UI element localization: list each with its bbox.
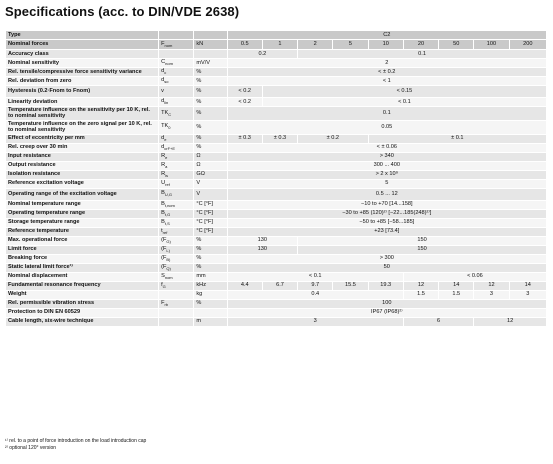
- footnote-1: ¹⁾ rel. to a point of force introduction on the load introduction cap: [5, 438, 147, 444]
- spec-row: [6, 272, 547, 281]
- page-title: Specifications (acc. to DIN/VDE 2638): [5, 4, 240, 19]
- row-unit: %: [194, 98, 227, 107]
- symbol-text: d: [161, 143, 165, 150]
- row-unit: V: [194, 179, 227, 188]
- row-value: 12: [403, 281, 438, 290]
- row-label: Nominal sensitivity: [6, 59, 159, 68]
- force-value: 5: [333, 40, 368, 50]
- row-symbol: [159, 77, 194, 86]
- row-symbol: [159, 179, 194, 188]
- row-label: Accuracy class: [6, 50, 159, 59]
- spec-row: [6, 317, 547, 326]
- force-value: 20: [403, 40, 438, 50]
- row-value: < 1: [227, 77, 546, 86]
- row-symbol: [159, 227, 194, 236]
- row-unit: GΩ: [194, 170, 227, 179]
- symbol-sub: ref: [162, 229, 168, 235]
- spec-row: [6, 245, 547, 254]
- symbol-text: B: [161, 218, 165, 225]
- spec-row: [6, 218, 547, 227]
- spec-row: [6, 152, 547, 161]
- row-unit: %: [194, 86, 227, 98]
- spec-row: [6, 134, 547, 143]
- row-label: Operating temperature range: [6, 209, 159, 218]
- row-symbol: [159, 86, 194, 98]
- type-unit: [194, 31, 227, 40]
- row-unit: °C [°F]: [194, 209, 227, 218]
- spec-row: [6, 209, 547, 218]
- spec-row: [6, 200, 547, 209]
- symbol-text: B: [161, 190, 165, 197]
- row-symbol: [159, 143, 194, 152]
- row-value: 5: [227, 179, 546, 188]
- type-sym: [159, 31, 194, 40]
- spec-table: [5, 30, 547, 327]
- row-value: > 340: [227, 152, 546, 161]
- type-row: [6, 31, 547, 40]
- row-value: 4.4: [227, 281, 262, 290]
- row-value: 12: [474, 317, 547, 326]
- spec-row: [6, 308, 547, 317]
- row-unit: %: [194, 77, 227, 86]
- force-value: 50: [439, 40, 474, 50]
- spec-row: [6, 179, 547, 188]
- row-unit: kHz: [194, 281, 227, 290]
- symbol-text: (F: [161, 236, 167, 243]
- row-symbol: [159, 120, 194, 134]
- row-label: Max. operational force: [6, 236, 159, 245]
- row-value: < 0.15: [262, 86, 546, 98]
- row-value: < 0.1: [262, 98, 546, 107]
- row-symbol: [159, 281, 194, 290]
- force-value: 10: [368, 40, 403, 50]
- row-value: 14: [509, 281, 546, 290]
- row-label: Nominal forces: [6, 40, 159, 50]
- row-value: 0.1: [298, 50, 547, 59]
- symbol-sub: lin: [164, 100, 169, 106]
- symbol-sub: e: [164, 136, 167, 142]
- row-unit: %: [194, 299, 227, 308]
- force-value: 2: [298, 40, 333, 50]
- row-value: ± 0.2: [298, 134, 369, 143]
- symbol-sub: nom: [164, 42, 173, 48]
- symbol-text: (F: [161, 263, 167, 270]
- symbol-sub: so: [164, 79, 169, 85]
- spec-row: [6, 120, 547, 134]
- row-label: Isolation resistance: [6, 170, 159, 179]
- symbol-sub: crF+E: [164, 145, 176, 151]
- row-value: > 2 x 10⁹: [227, 170, 546, 179]
- symbol-text: U: [161, 179, 166, 186]
- row-value: −50 to +85 [−58...185]: [227, 218, 546, 227]
- row-label: Storage temperature range: [6, 218, 159, 227]
- spec-row: [6, 236, 547, 245]
- row-symbol: [159, 200, 194, 209]
- row-value: < 0.1: [227, 272, 403, 281]
- row-value: 6.7: [262, 281, 297, 290]
- symbol-text: t: [161, 227, 163, 234]
- force-value: 1: [262, 40, 297, 50]
- row-value: 1.5: [403, 290, 438, 299]
- symbol-text: F: [161, 299, 165, 306]
- row-unit: Ω: [194, 152, 227, 161]
- row-unit: kg: [194, 290, 227, 299]
- symbol-text: F: [161, 40, 165, 47]
- row-symbol: [159, 68, 194, 77]
- row-symbol: [159, 299, 194, 308]
- row-value: < 0.2: [227, 86, 262, 98]
- symbol-text: d: [161, 77, 165, 84]
- footnote-2: ²⁾ optional 120° version: [5, 444, 57, 451]
- symbol-sub: nom: [165, 61, 173, 67]
- row-symbol: [159, 170, 194, 179]
- row-label: Rel. tensile/compressive force sensitivity variance: [6, 68, 159, 77]
- row-label: Breaking force: [6, 254, 159, 263]
- spec-row: [6, 50, 547, 59]
- spec-row: [6, 281, 547, 290]
- row-value: 6: [403, 317, 474, 326]
- row-value: 3: [227, 317, 403, 326]
- symbol-sub: L): [166, 247, 170, 253]
- force-value: 0.5: [227, 40, 262, 50]
- symbol-sub: c: [164, 70, 167, 76]
- row-value: 50: [227, 263, 546, 272]
- row-label: Temperature influence on the zero signal per 10 K, rel. to nominal sensitivity: [6, 120, 159, 134]
- symbol-text: (F: [161, 254, 167, 261]
- row-label: Protection to DIN EN 60529: [6, 308, 159, 317]
- row-symbol: [159, 209, 194, 218]
- row-symbol: [159, 40, 194, 50]
- row-value: 150: [298, 236, 547, 245]
- row-symbol: [159, 59, 194, 68]
- row-value: 3: [509, 290, 546, 299]
- row-unit: °C [°F]: [194, 227, 227, 236]
- spec-row: [6, 86, 547, 98]
- row-symbol: [159, 152, 194, 161]
- row-label: Operating range of the excitation voltage: [6, 188, 159, 200]
- spec-row: [6, 227, 547, 236]
- type-label: Type: [6, 31, 159, 40]
- row-value: 9.7: [298, 281, 333, 290]
- row-label: Limit force: [6, 245, 159, 254]
- row-value: ± 0.3: [227, 134, 262, 143]
- row-unit: %: [194, 143, 227, 152]
- row-value: < 0.06: [403, 272, 546, 281]
- row-symbol: [159, 188, 194, 200]
- row-label: Nominal displacement: [6, 272, 159, 281]
- row-unit: kN: [194, 40, 227, 50]
- row-label: Reference temperature: [6, 227, 159, 236]
- row-value: ± 0.3: [262, 134, 297, 143]
- row-value: 100: [227, 299, 546, 308]
- row-value: 15.5: [333, 281, 368, 290]
- row-unit: [194, 50, 227, 59]
- row-label: Output resistance: [6, 161, 159, 170]
- symbol-text: (F: [161, 245, 167, 252]
- symbol-sub: t,nom: [164, 202, 175, 208]
- symbol-text: v: [161, 87, 164, 94]
- row-label: Effect of eccentricity per mm: [6, 134, 159, 143]
- spec-row: [6, 143, 547, 152]
- symbol-sub: 0: [168, 125, 171, 131]
- symbol-sub: is: [165, 172, 169, 178]
- row-value: 300 ... 400: [227, 161, 546, 170]
- spec-row: [6, 299, 547, 308]
- row-unit: %: [194, 263, 227, 272]
- row-symbol: [159, 134, 194, 143]
- row-symbol: [159, 236, 194, 245]
- row-value: 0.5 ... 12: [227, 188, 546, 200]
- symbol-sub: Q): [166, 265, 171, 271]
- symbol-text: d: [161, 68, 165, 75]
- row-unit: %: [194, 254, 227, 263]
- spec-row: [6, 254, 547, 263]
- symbol-sub: nom: [164, 274, 173, 280]
- symbol-sub: U,G: [164, 192, 172, 198]
- symbol-text: S: [161, 272, 165, 279]
- row-unit: %: [194, 245, 227, 254]
- symbol-sub: a: [165, 163, 168, 169]
- row-label: Linearity deviation: [6, 98, 159, 107]
- symbol-text: C: [161, 59, 166, 66]
- row-value: −10 to +70 [14...158]: [227, 200, 546, 209]
- row-label: Fundamental resonance frequency: [6, 281, 159, 290]
- row-value: 130: [227, 245, 298, 254]
- symbol-sub: G): [166, 238, 171, 244]
- row-value: 0.2: [227, 50, 298, 59]
- row-value: +23 [73.4]: [227, 227, 546, 236]
- row-label: Reference excitation voltage: [6, 179, 159, 188]
- symbol-text: B: [161, 209, 165, 216]
- spec-row: [6, 188, 547, 200]
- row-unit: %: [194, 68, 227, 77]
- row-label: Rel. creep over 30 min: [6, 143, 159, 152]
- row-unit: Ω: [194, 161, 227, 170]
- row-unit: V: [194, 188, 227, 200]
- row-value: 0.4: [227, 290, 403, 299]
- force-value: 200: [509, 40, 546, 50]
- row-value: < 0.2: [227, 98, 262, 107]
- row-value: ± 0.1: [368, 134, 546, 143]
- row-symbol: [159, 308, 194, 317]
- symbol-sub: rb: [164, 301, 169, 307]
- symbol-text: B: [161, 200, 165, 207]
- forces-row: [6, 40, 547, 50]
- spec-row: [6, 170, 547, 179]
- row-unit: °C [°F]: [194, 200, 227, 209]
- symbol-text: R: [161, 152, 166, 159]
- row-value: > 300: [227, 254, 546, 263]
- symbol-text: d: [161, 134, 165, 141]
- row-value: 19.3: [368, 281, 403, 290]
- spec-table-body: [6, 31, 547, 327]
- row-unit: %: [194, 134, 227, 143]
- row-label: Hysteresis (0.2·Fnom to Fnom): [6, 86, 159, 98]
- row-symbol: [159, 50, 194, 59]
- row-unit: mm: [194, 272, 227, 281]
- row-unit: [194, 308, 227, 317]
- row-symbol: [159, 245, 194, 254]
- symbol-sub: G: [162, 283, 166, 289]
- spec-row: [6, 68, 547, 77]
- row-label: Temperature influence on the sensitivity per 10 K, rel. to nominal sensitivity: [6, 107, 159, 121]
- row-label: Static lateral limit force¹⁾: [6, 263, 159, 272]
- row-label: Nominal temperature range: [6, 200, 159, 209]
- footnotes: [5, 438, 146, 451]
- symbol-text: R: [161, 170, 166, 177]
- row-unit: °C [°F]: [194, 218, 227, 227]
- row-value: 0.1: [227, 107, 546, 121]
- row-symbol: [159, 263, 194, 272]
- row-unit: %: [194, 120, 227, 134]
- symbol-text: R: [161, 161, 166, 168]
- row-value: −30 to +85 (120)²⁾ [−22...185(248)²⁾]: [227, 209, 546, 218]
- row-value: 130: [227, 236, 298, 245]
- row-label: Weight: [6, 290, 159, 299]
- symbol-sub: B): [166, 256, 171, 262]
- row-label: Input resistance: [6, 152, 159, 161]
- spec-row: [6, 107, 547, 121]
- row-label: Cable length, six-wire technique: [6, 317, 159, 326]
- symbol-sub: t,S: [164, 220, 170, 226]
- spec-row: [6, 161, 547, 170]
- symbol-text: TK: [161, 109, 169, 116]
- spec-row: [6, 263, 547, 272]
- row-symbol: [159, 272, 194, 281]
- row-value: 3: [474, 290, 509, 299]
- row-value: 12: [474, 281, 509, 290]
- row-unit: m: [194, 317, 227, 326]
- row-symbol: [159, 107, 194, 121]
- row-symbol: [159, 317, 194, 326]
- row-symbol: [159, 254, 194, 263]
- symbol-sub: ref: [165, 181, 170, 187]
- symbol-sub: e: [165, 154, 168, 160]
- row-value: < ± 0.06: [227, 143, 546, 152]
- row-symbol: [159, 161, 194, 170]
- row-value: 150: [298, 245, 547, 254]
- row-value: 2: [227, 59, 546, 68]
- symbol-text: d: [161, 98, 165, 105]
- row-symbol: [159, 290, 194, 299]
- symbol-sub: t,G: [164, 211, 171, 217]
- spec-row: [6, 77, 547, 86]
- row-unit: %: [194, 107, 227, 121]
- row-unit: %: [194, 236, 227, 245]
- row-symbol: [159, 98, 194, 107]
- type-value: C2: [227, 31, 546, 40]
- row-value: < ± 0.2: [227, 68, 546, 77]
- spec-row: [6, 59, 547, 68]
- spec-row: [6, 290, 547, 299]
- row-label: Rel. permissible vibration stress: [6, 299, 159, 308]
- symbol-text: f: [161, 281, 163, 288]
- row-value: 0.05: [227, 120, 546, 134]
- row-symbol: [159, 218, 194, 227]
- row-unit: mV/V: [194, 59, 227, 68]
- force-value: 100: [474, 40, 509, 50]
- symbol-sub: C: [168, 111, 172, 117]
- row-label: Rel. deviation from zero: [6, 77, 159, 86]
- symbol-text: TK: [161, 123, 169, 130]
- row-value: 1.5: [439, 290, 474, 299]
- row-value: IP67 (IP68)²⁾: [227, 308, 546, 317]
- spec-row: [6, 98, 547, 107]
- row-value: 14: [439, 281, 474, 290]
